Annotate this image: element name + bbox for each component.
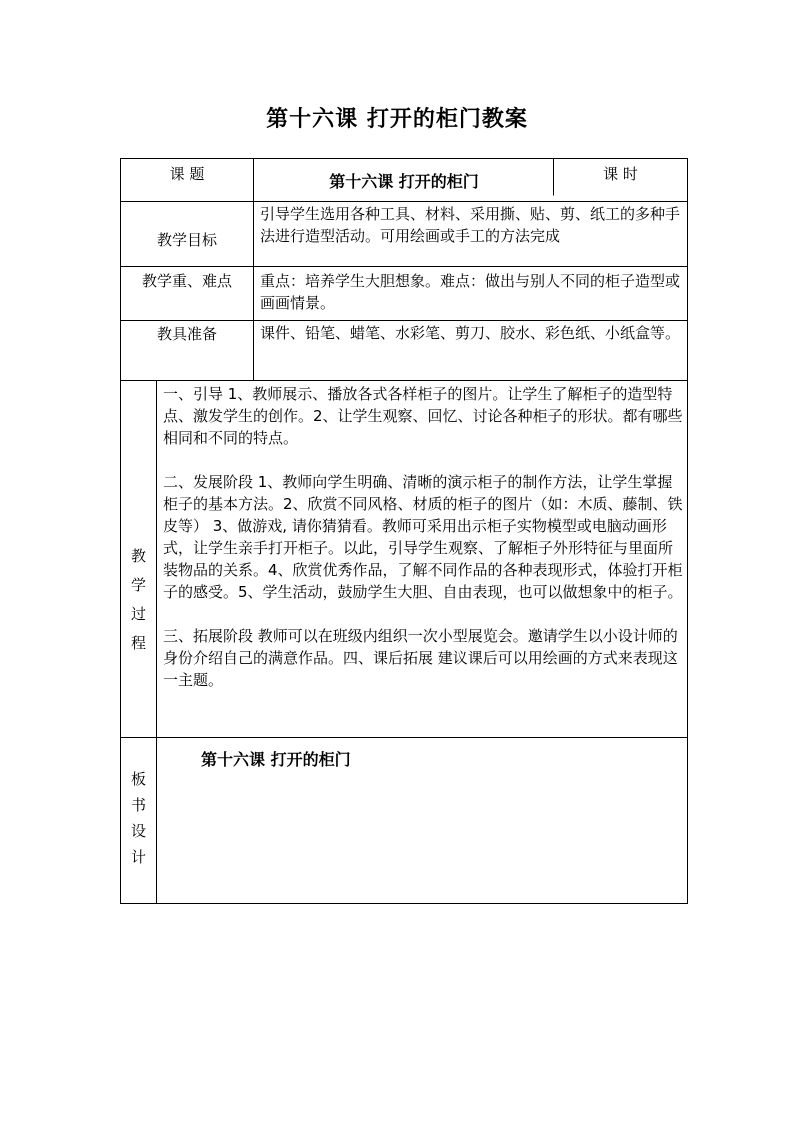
topic-value: 第十六课 打开的柜门 bbox=[329, 172, 479, 191]
board-value: 第十六课 打开的柜门 bbox=[201, 750, 351, 769]
process-paragraph-2: 二、发展阶段 1、教师向学生明确、清晰的演示柜子的制作方法，让学生掌握柜子的基本方法。2、欣赏不同风格、材质的柜子的图片（如：木质、藤制、铁皮等） 3、做游戏, 请你猜猜看。教师可采用出示柜子实物模型或电脑动画形式，让学生亲手打开柜子。以此，引导学生观察、了解柜子外形特征与里面所装物品的关系。4、欣赏优秀作品，了解不同作品的各种表现形式，体验打开柜子的感受。5、学生活动，鼓励学生大胆、自由表现，也可以做想象中的柜子。 bbox=[163, 473, 683, 601]
board-label-char-1: 板 bbox=[130, 770, 146, 788]
board-label-char-2: 书 bbox=[130, 796, 146, 814]
process-paragraph-1: 一、引导 1、教师展示、播放各式各样柜子的图片。让学生了解柜子的造型特点、激发学生的创作。2、让学生观察、回忆、讨论各种柜子的形状。都有哪些相同和不同的特点。 bbox=[163, 385, 683, 447]
tools-label: 教具准备 bbox=[156, 325, 217, 343]
process-label-char-3: 过 bbox=[130, 605, 146, 623]
process-content bbox=[163, 383, 683, 691]
topic-label: 课 题 bbox=[169, 165, 205, 183]
objective-label: 教学目标 bbox=[156, 231, 217, 249]
page-title: 第十六课 打开的柜门教案 bbox=[266, 106, 528, 132]
board-label-char-4: 计 bbox=[130, 848, 146, 866]
period-label: 课 时 bbox=[603, 165, 638, 183]
objective-value: 引导学生选用各种工具、材料、采用撕、贴、剪、纸工的多种手法进行造型活动。可用绘画或手工的方法完成 bbox=[260, 205, 681, 245]
process-paragraph-3: 三、拓展阶段 教师可以在班级内组织一次小型展览会。邀请学生以小设计师的身份介绍自己的满意作品。四、课后拓展 建议课后可以用绘画的方式来表现这一主题。 bbox=[163, 627, 678, 689]
process-label-char-4: 程 bbox=[130, 634, 146, 652]
tools-value: 课件、铅笔、蜡笔、水彩笔、剪刀、胶水、彩色纸、小纸盒等。 bbox=[260, 324, 681, 342]
process-label bbox=[121, 542, 156, 658]
board-label bbox=[121, 766, 156, 870]
focus-value: 重点：培养学生大胆想象。难点：做出与别人不同的柜子造型或画画情景。 bbox=[260, 272, 681, 312]
process-label-char-2: 学 bbox=[130, 576, 146, 594]
board-label-char-3: 设 bbox=[130, 822, 146, 840]
focus-label: 教学重、难点 bbox=[141, 272, 232, 290]
process-label-char-1: 教 bbox=[130, 547, 146, 565]
